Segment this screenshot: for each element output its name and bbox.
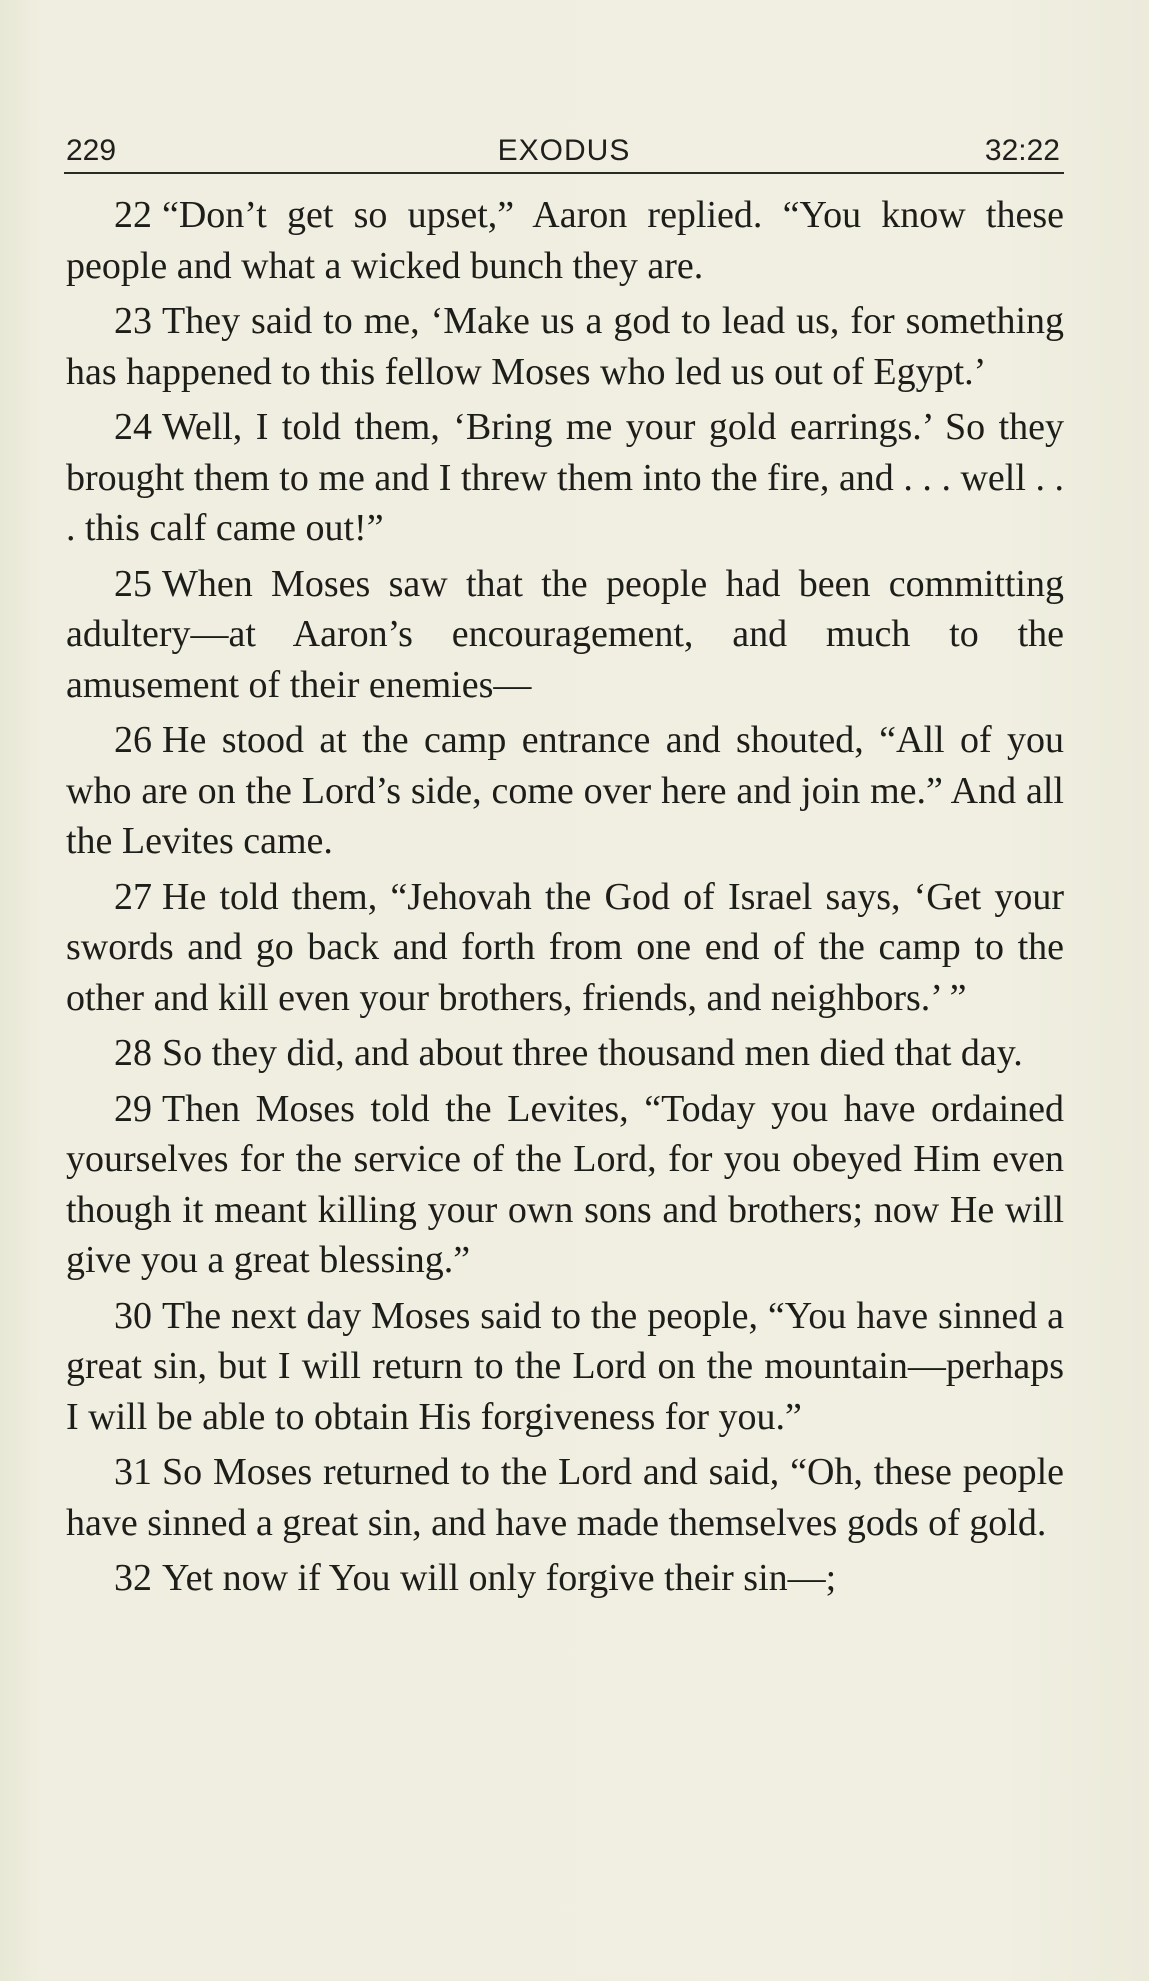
verse-number: 27 (114, 875, 152, 918)
verse-number: 24 (114, 406, 152, 448)
verse-text: They said to me, ‘Make us a god to lead us, for something has happened to this fellow Moses who led us out of Egypt.’ (66, 300, 1064, 393)
verse-number: 28 (114, 1032, 152, 1074)
verse-29 (66, 1084, 1064, 1286)
verse-31 (66, 1447, 1064, 1548)
verse-26 (66, 715, 1064, 867)
verse-text: The next day Moses said to the people, “You have sinned a great sin, but I will return to the Lord on the mountain—perhaps I will be able to obtain His forgiveness for you.” (66, 1294, 1064, 1438)
chapter-verse-reference: 32:22 (984, 134, 1060, 167)
verse-24 (66, 402, 1064, 554)
verse-30 (66, 1291, 1064, 1443)
verse-number: 26 (114, 719, 152, 761)
verse-text: Yet now if You will only forgive their sin—; (162, 1557, 837, 1599)
verse-number: 25 (114, 562, 152, 605)
verse-text: “Don’t get so upset,” Aaron replied. “You know these people and what a wicked bunch they are. (66, 194, 1064, 287)
verse-number: 22 (114, 194, 152, 236)
running-header (64, 130, 1064, 174)
verse-text: He told them, “Jehovah the God of Israel says, ‘Get your swords and go back and forth from one end of the camp to the other and kill even your brothers, friends, and neighbors.’ ” (66, 875, 1064, 1019)
verse-22 (66, 190, 1064, 291)
verse-text-block (66, 190, 1064, 1609)
verse-text: Well, I told them, ‘Bring me your gold earrings.’ So they brought them to me and I threw them into the fire, and . . . well . . . this calf came out!” (66, 406, 1064, 549)
verse-text: So they did, and about three thousand men died that day. (162, 1032, 1023, 1074)
verse-text: Then Moses told the Levites, “Today you have ordained yourselves for the service of the Lord, for you obeyed Him even though it meant killing your own sons and brothers; now He will give you a great blessing.” (66, 1087, 1064, 1281)
verse-25 (66, 559, 1064, 711)
verse-number: 29 (114, 1087, 152, 1130)
verse-28 (66, 1028, 1064, 1079)
verse-number: 30 (114, 1294, 152, 1337)
verse-number: 23 (114, 300, 152, 342)
verse-23 (66, 296, 1064, 397)
verse-32 (66, 1553, 1064, 1604)
verse-text: When Moses saw that the people had been committing adultery—at Aaron’s encouragement, and much to the amusement of their enemies— (66, 562, 1064, 706)
book-title: EXODUS (497, 134, 631, 167)
verse-text: So Moses returned to the Lord and said, “Oh, these people have sinned a great sin, and have made themselves gods of gold. (66, 1451, 1064, 1544)
verse-text: He stood at the camp entrance and shouted, “All of you who are on the Lord’s side, come over here and join me.” And all the Levites came. (66, 719, 1064, 862)
verse-number: 31 (114, 1451, 152, 1493)
verse-27 (66, 872, 1064, 1024)
page-number: 229 (66, 134, 117, 167)
verse-number: 32 (114, 1557, 152, 1599)
